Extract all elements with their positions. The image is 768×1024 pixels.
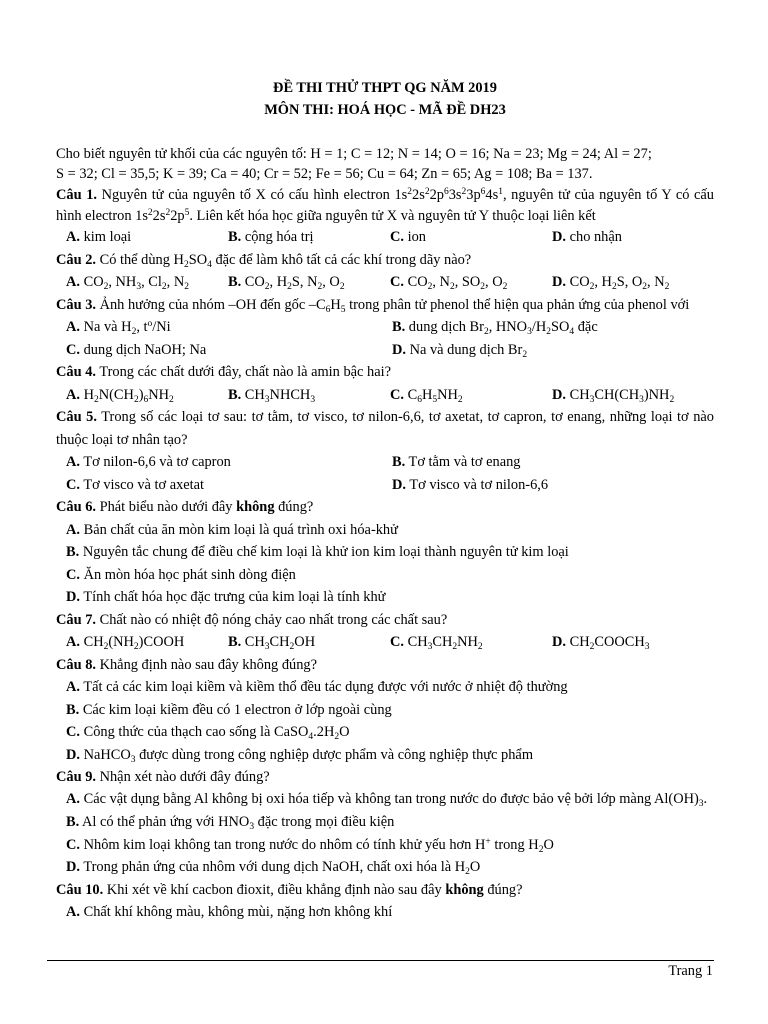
option-c[interactable]: C. $C_6H_5NH_2$	[390, 386, 463, 405]
option-b[interactable]: B. Nguyên tắc chung để điều chế kim loại là khử ion kim loại thành nguyên tử kim loại	[66, 544, 569, 560]
option-a[interactable]: A. Chất khí không màu, không mùi, nặng hơn không khí	[66, 904, 393, 920]
option-b[interactable]: B. cộng hóa trị	[228, 229, 314, 245]
question-7-options	[56, 631, 714, 654]
question-8: Câu 8. Khẳng định nào sau đây không đúng?	[56, 656, 318, 673]
option-c[interactable]: C. $CH_3CH_2NH_2$	[390, 634, 483, 652]
option-d[interactable]: D. cho nhận	[552, 229, 622, 245]
exam-title: ĐỀ THI THỬ THPT QG NĂM 2019	[273, 80, 497, 96]
option-d[interactable]: D. $CH_3CH(CH_3)NH_2$	[552, 386, 675, 405]
page-number: Trang 1	[668, 963, 713, 979]
question-10: Câu 10. Khi xét về khí cacbon đioxit, điều khẳng định nào sau đây không đúng?	[56, 881, 523, 898]
option-a[interactable]: A. Tơ nilon-6,6 và tơ capron	[66, 454, 231, 470]
exam-page	[56, 78, 714, 924]
option-b[interactable]: B. $CO_2$, $H_2S$, $N_2$, $O_2$	[228, 274, 345, 292]
option-a[interactable]: A. $CH_2(NH_2)COOH$	[66, 634, 185, 652]
option-b[interactable]: B. Al có thể phản ứng với $HNO_3$ đặc trong mọi điều kiện	[66, 814, 395, 832]
option-c[interactable]: C. ion	[390, 229, 426, 245]
option-a[interactable]: A. Tất cả các kim loại kiềm và kiềm thổ đều tác dụng được với nước ở nhiệt độ thường	[66, 679, 568, 695]
option-a[interactable]: A. Các vật dụng bằng Al không bị oxi hóa tiếp và không tan trong nước do được bảo vệ bởi lớp màng $Al(OH)_3$.	[66, 790, 708, 809]
question-5: Câu 5. Trong số các loại tơ sau: tơ tằm, tơ visco, tơ nilon-6,6, tơ axetat, tơ capron, tơ enang, những loại tơ nào thuộc loại tơ nhân tạo?	[56, 409, 714, 448]
option-c[interactable]: C. Tơ visco và tơ axetat	[66, 476, 205, 493]
option-c[interactable]: C. Ăn mòn hóa học phát sinh dòng điện	[66, 566, 296, 583]
option-a[interactable]: A. $CO_2$, $NH_3$, $Cl_2$, $N_2$	[66, 274, 189, 292]
option-a[interactable]: A. kim loại	[66, 229, 132, 245]
option-d[interactable]: D. Trong phản ứng của nhôm với dung dịch NaOH, chất oxi hóa là $H_2O$	[66, 859, 481, 877]
option-d[interactable]: D. Na và dung dịch $Br_2$	[392, 341, 528, 360]
option-b[interactable]: B. dung dịch $Br_2$, $HNO_3/H_2SO_4$ đặc	[392, 319, 598, 337]
question-2: Câu 2. Có thể dùng $H_2SO_4$ đặc để làm khô tất cả các khí trong dãy nào?	[56, 251, 472, 270]
question-3-options-row1	[56, 316, 714, 339]
question-5-options-row2	[56, 474, 714, 497]
option-d[interactable]: D. Tơ visco và tơ nilon-6,6	[392, 476, 549, 493]
question-4: Câu 4. Trong các chất dưới đây, chất nào là amin bậc hai?	[56, 364, 391, 380]
exam-subtitle: MÔN THI: HOÁ HỌC - MÃ ĐỀ DH23	[264, 102, 506, 118]
option-b[interactable]: B. Tơ tằm và tơ enang	[392, 454, 521, 470]
option-a[interactable]: A. $H_2N(CH_2)_6NH_2$	[66, 386, 174, 405]
question-1: Câu 1. Nguyên tử của nguyên tố X có cấu hình electron $1s^22s^22p^63s^23p^64s^1$, nguyên tử của nguyên tố Y có cấu hình electron $1s^22s^22p^5$. Liên kết hóa học giữa nguyên tử X và nguyên tử Y thuộc loại liên kết	[56, 187, 714, 224]
footer-divider	[47, 960, 714, 961]
atomic-mass-note: Cho biết nguyên tử khối của các nguyên tố: H = 1; C = 12; N = 14; O = 16; Na = 23; Mg = 24; Al = 27; S = 32; Cl = 35,5; K = 39; Ca = 40; Cr = 52; Fe = 56; Cu = 64; Zn = 65; Ag = 108; Ba = 137.	[56, 146, 652, 182]
option-d[interactable]: D. $CH_2COOCH_3$	[552, 634, 650, 652]
question-5-options-row1	[56, 451, 714, 474]
question-7: Câu 7. Chất nào có nhiệt độ nóng chảy cao nhất trong các chất sau?	[56, 611, 448, 628]
option-c[interactable]: C. Nhôm kim loại không tan trong nước do nhôm có tính khử yếu hơn H+ trong $H_2O$	[66, 836, 554, 855]
option-a[interactable]: A. Na và $H_2$, $t^o/Ni$	[66, 319, 171, 337]
option-d[interactable]: D. NaHCO$_3$ được dùng trong công nghiệp dược phẩm và công nghiệp thực phẩm	[66, 746, 534, 765]
option-b[interactable]: B. $CH_3NHCH_3$	[228, 386, 316, 405]
option-c[interactable]: C. Công thức của thạch cao sống là $CaSO_4.2H_2O$	[66, 724, 350, 742]
question-9: Câu 9. Nhận xét nào dưới đây đúng?	[56, 769, 270, 785]
option-a[interactable]: A. Bản chất của ăn mòn kim loại là quá trình oxi hóa-khử	[66, 521, 398, 538]
option-d[interactable]: D. Tính chất hóa học đặc trưng của kim loại là tính khử	[66, 589, 386, 605]
question-3-options-row2	[56, 339, 714, 362]
option-c[interactable]: C. $CO_2$, $N_2$, $SO_2$, $O_2$	[390, 274, 508, 292]
question-3: Câu 3. Ảnh hưởng của nhóm –OH đến gốc $-C_6H_5$ trong phân tử phenol thể hiện qua phản ứng của phenol với	[56, 296, 690, 315]
question-6: Câu 6. Phát biểu nào dưới đây không đúng?	[56, 499, 314, 515]
question-4-options	[56, 384, 714, 407]
option-c[interactable]: C. dung dịch NaOH; Na	[66, 341, 207, 358]
option-b[interactable]: B. Các kim loại kiềm đều có 1 electron ở lớp ngoài cùng	[66, 701, 392, 718]
option-b[interactable]: B. $CH_3CH_2OH$	[228, 634, 316, 652]
option-d[interactable]: D. $CO_2$, $H_2S$, $O_2$, $N_2$	[552, 274, 670, 292]
question-2-options	[56, 271, 714, 294]
question-1-options	[56, 226, 714, 249]
